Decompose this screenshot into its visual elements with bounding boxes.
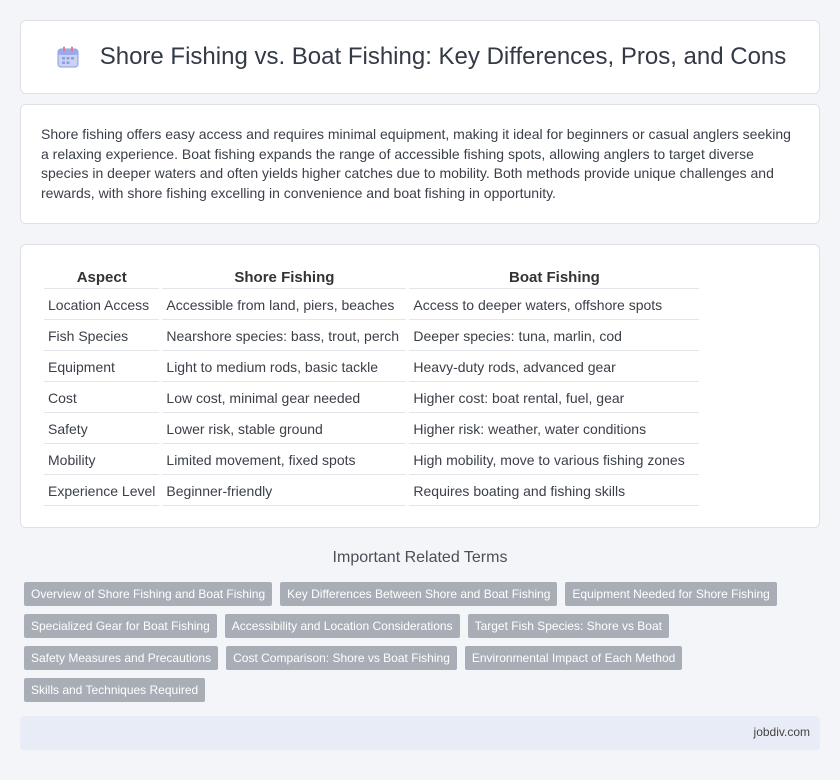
related-term-tag[interactable]: Skills and Techniques Required xyxy=(24,678,205,702)
comparison-table xyxy=(41,265,702,508)
table-row xyxy=(44,477,699,506)
cell-boat: Heavy-duty rods, advanced gear xyxy=(409,353,699,382)
cell-aspect: Fish Species xyxy=(44,322,159,351)
cell-aspect: Cost xyxy=(44,384,159,413)
cell-shore: Lower risk, stable ground xyxy=(162,415,406,444)
table-row xyxy=(44,446,699,475)
related-term-tag[interactable]: Key Differences Between Shore and Boat Fishing xyxy=(280,582,557,606)
cell-shore: Light to medium rods, basic tackle xyxy=(162,353,406,382)
related-term-tag[interactable]: Environmental Impact of Each Method xyxy=(465,646,682,670)
cell-shore: Beginner-friendly xyxy=(162,477,406,506)
cell-aspect: Equipment xyxy=(44,353,159,382)
related-term-tag[interactable]: Target Fish Species: Shore vs Boat xyxy=(468,614,669,638)
calendar-icon xyxy=(54,43,82,71)
table-row xyxy=(44,384,699,413)
header-card xyxy=(20,20,820,94)
page-title: Shore Fishing vs. Boat Fishing: Key Differences, Pros, and Cons xyxy=(99,43,787,70)
cell-aspect: Mobility xyxy=(44,446,159,475)
table-row xyxy=(44,353,699,382)
table-row xyxy=(44,415,699,444)
cell-boat: Access to deeper waters, offshore spots xyxy=(409,291,699,320)
related-term-tag[interactable]: Accessibility and Location Considerations xyxy=(225,614,460,638)
cell-boat: Requires boating and fishing skills xyxy=(409,477,699,506)
cell-boat: High mobility, move to various fishing zones xyxy=(409,446,699,475)
cell-shore: Accessible from land, piers, beaches xyxy=(162,291,406,320)
header-boat-fishing: Boat Fishing xyxy=(409,267,699,289)
cell-aspect: Safety xyxy=(44,415,159,444)
intro-card xyxy=(20,104,820,224)
cell-shore: Low cost, minimal gear needed xyxy=(162,384,406,413)
related-term-tag[interactable]: Safety Measures and Precautions xyxy=(24,646,218,670)
related-term-tag[interactable]: Specialized Gear for Boat Fishing xyxy=(24,614,217,638)
related-term-tag[interactable]: Cost Comparison: Shore vs Boat Fishing xyxy=(226,646,457,670)
cell-aspect: Experience Level xyxy=(44,477,159,506)
related-term-tag[interactable]: Equipment Needed for Shore Fishing xyxy=(565,582,776,606)
table-row xyxy=(44,291,699,320)
related-terms-heading: Important Related Terms xyxy=(332,549,508,566)
cell-boat: Deeper species: tuna, marlin, cod xyxy=(409,322,699,351)
header-shore-fishing: Shore Fishing xyxy=(162,267,406,289)
cell-boat: Higher risk: weather, water conditions xyxy=(409,415,699,444)
footer xyxy=(20,716,820,750)
table-row xyxy=(44,322,699,351)
cell-aspect: Location Access xyxy=(44,291,159,320)
cell-boat: Higher cost: boat rental, fuel, gear xyxy=(409,384,699,413)
related-terms-list xyxy=(24,582,824,702)
comparison-card xyxy=(20,244,820,528)
header-aspect: Aspect xyxy=(44,267,159,289)
intro-paragraph: Shore fishing offers easy access and requires minimal equipment, making it ideal for beginners or casual anglers seeking a relaxing experience. Boat fishing expands the range of accessible fishing spots, allowing anglers to target diverse species in deeper waters and often yields higher catches due to mobility. Both methods provide unique challenges and rewards, with shore fishing excelling in convenience and boat fishing in opportunity. xyxy=(41,126,791,201)
table-header-row xyxy=(44,267,699,289)
cell-shore: Limited movement, fixed spots xyxy=(162,446,406,475)
cell-shore: Nearshore species: bass, trout, perch xyxy=(162,322,406,351)
related-term-tag[interactable]: Overview of Shore Fishing and Boat Fishing xyxy=(24,582,272,606)
footer-site-link[interactable]: jobdiv.com xyxy=(753,725,810,739)
